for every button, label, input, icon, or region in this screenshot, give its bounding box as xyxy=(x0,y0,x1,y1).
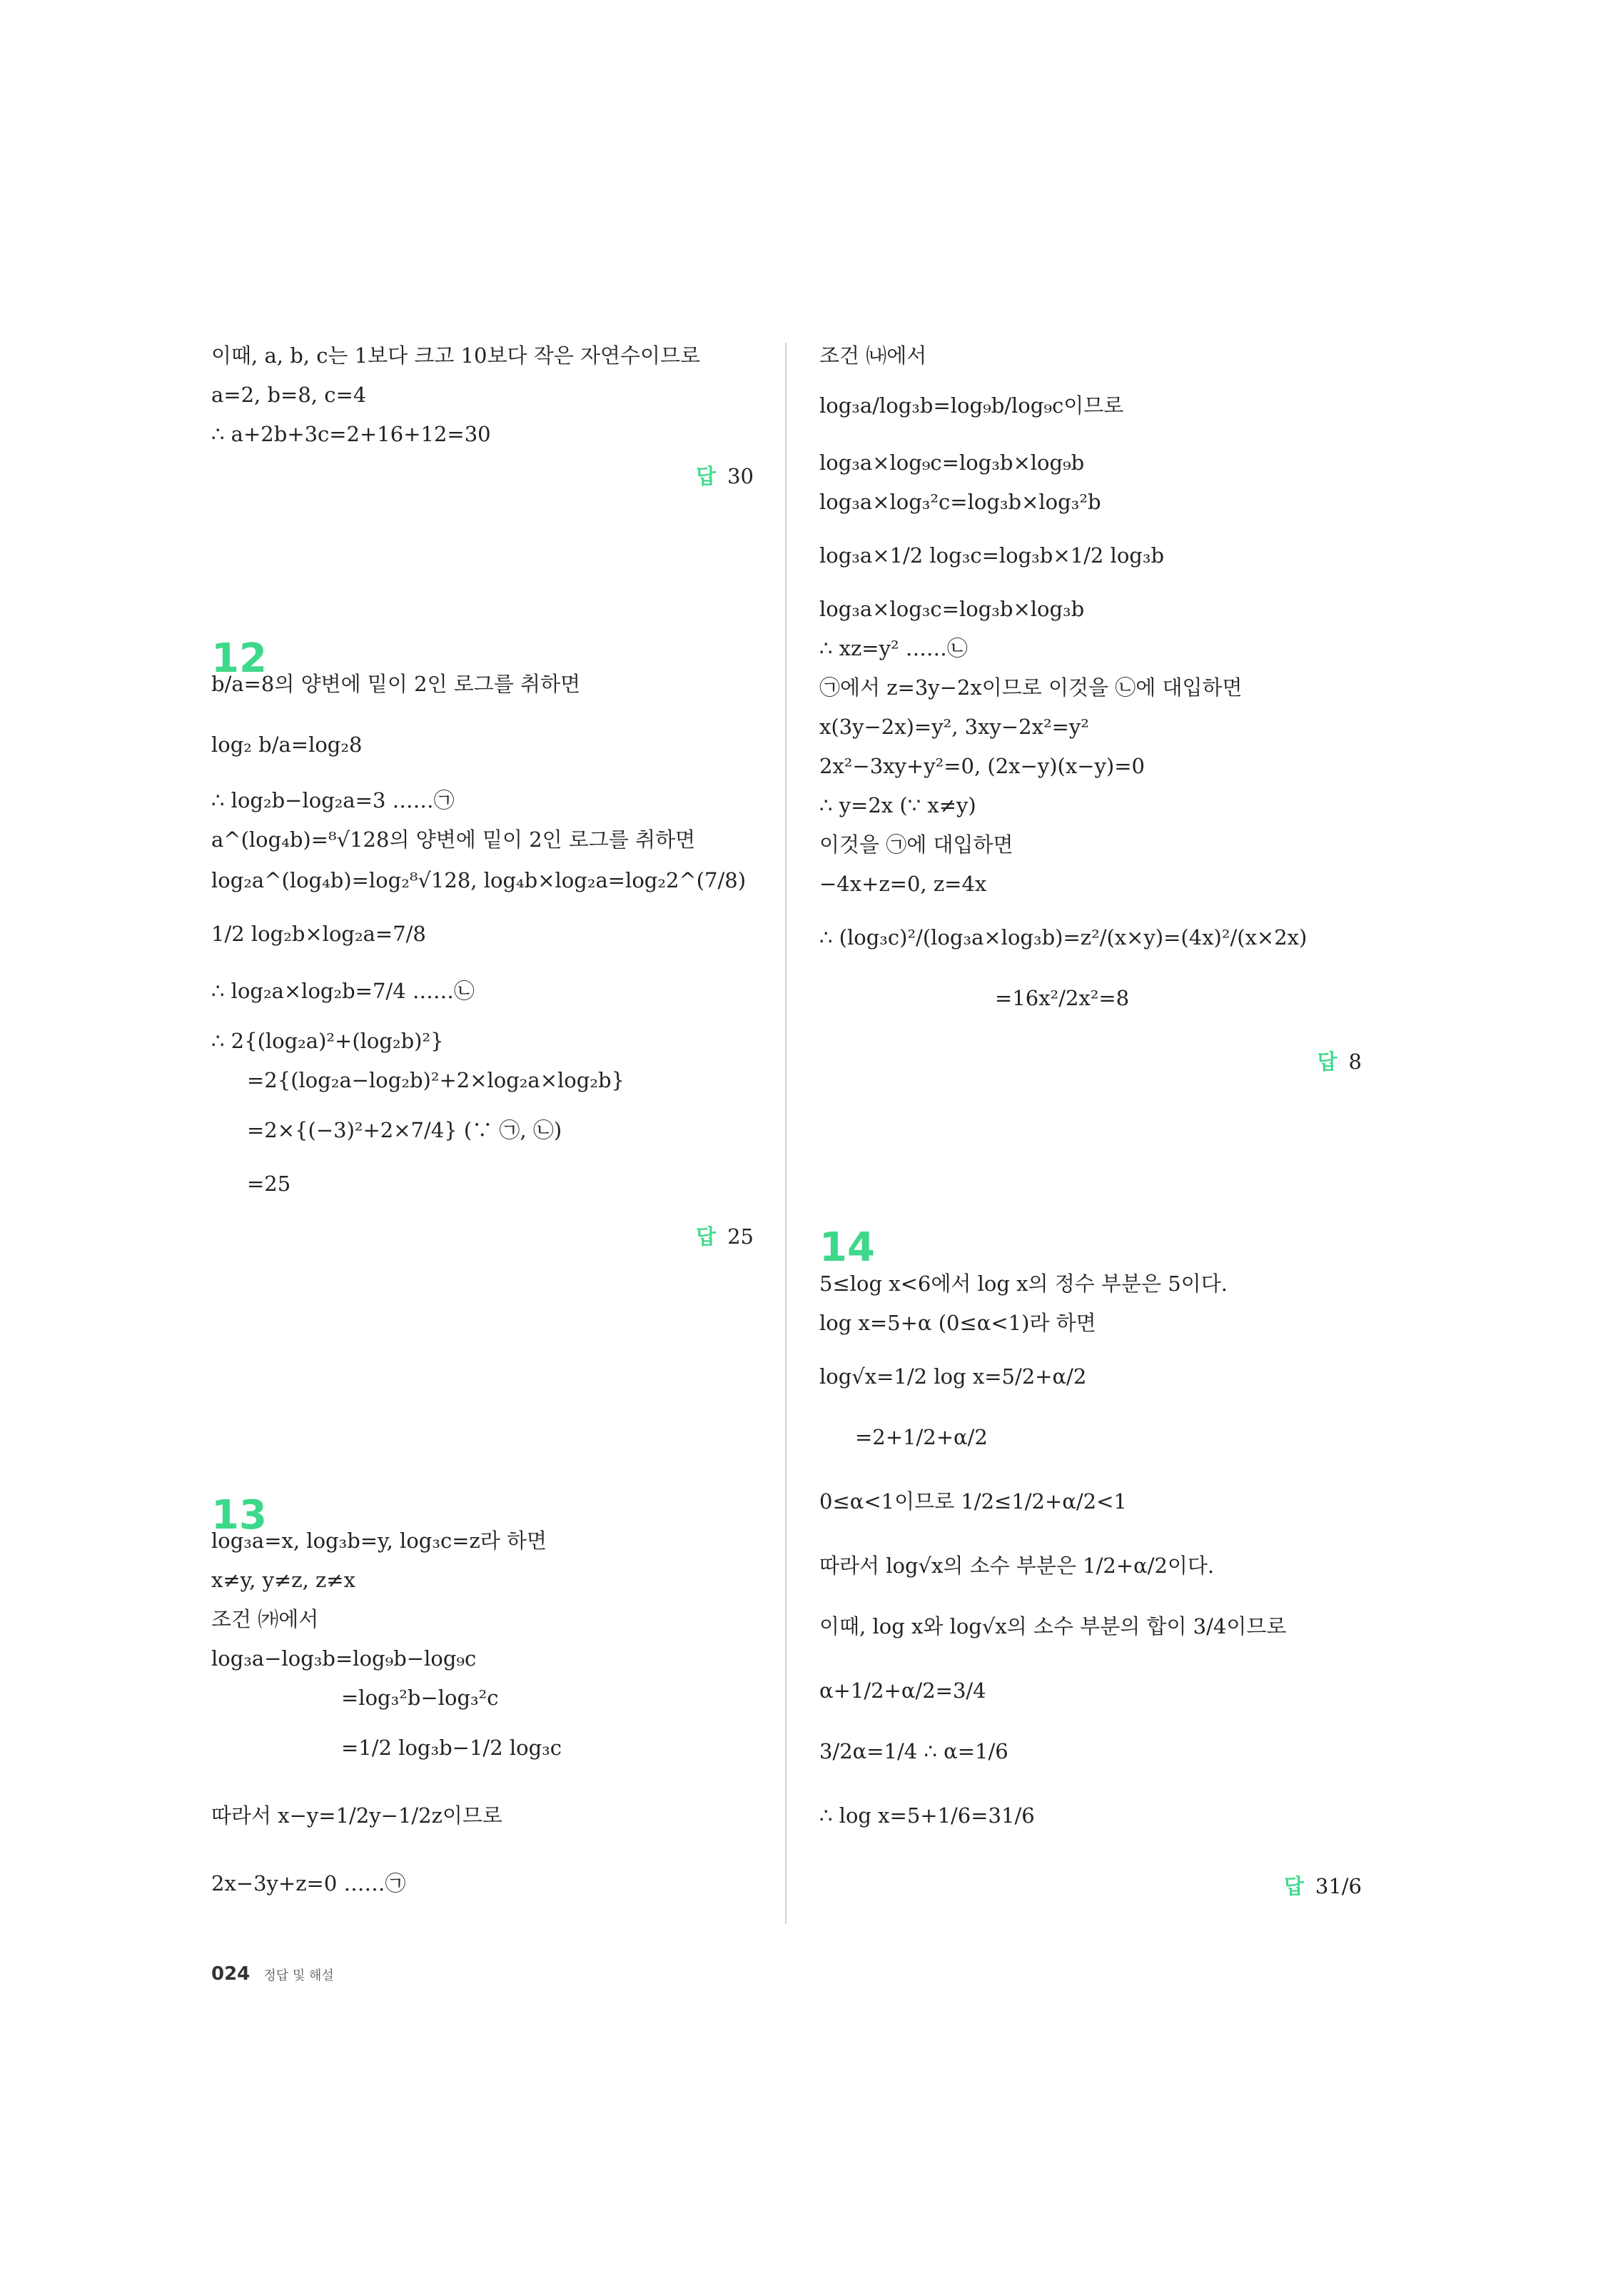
solution-line: ∴ 2{(log₂a)²+(log₂b)²} xyxy=(211,1029,444,1053)
answer-value: 25 xyxy=(727,1224,754,1249)
solution-line: log₃a−log₃b=log₉b−log₉c xyxy=(211,1646,477,1671)
solution-line: α+1/2+α/2=3/4 xyxy=(819,1678,986,1703)
solution-line: 이것을 ㉠에 대입하면 xyxy=(819,832,1013,857)
page-footer xyxy=(211,1963,334,1985)
solution-line: =25 xyxy=(247,1172,291,1196)
solution-line: 1/2 log₂b×log₂a=7/8 xyxy=(211,922,426,946)
answer-value: 31/6 xyxy=(1315,1874,1362,1898)
answer-label: 답 xyxy=(1317,1049,1338,1074)
answer xyxy=(696,1221,754,1250)
answer-label: 답 xyxy=(1283,1874,1304,1898)
solution-line: ∴ a+2b+3c=2+16+12=30 xyxy=(211,422,491,446)
solution-line: log₂ b/a=log₂8 xyxy=(211,732,363,757)
page-number: 024 xyxy=(211,1963,251,1985)
solution-line: log₃a=x, log₃b=y, log₃c=z라 하면 xyxy=(211,1529,547,1553)
solution-line: log₃a×log₉c=log₃b×log₉b xyxy=(819,450,1085,475)
solution-line: a=2, b=8, c=4 xyxy=(211,383,367,407)
solution-line: 조건 ㈏에서 xyxy=(819,343,927,368)
solution-line: 2x−3y+z=0 ……㉠ xyxy=(211,1871,406,1895)
solution-line: ㉠에서 z=3y−2x이므로 이것을 ㉡에 대입하면 xyxy=(819,675,1243,700)
solution-line: 이때, a, b, c는 1보다 크고 10보다 작은 자연수이므로 xyxy=(211,343,701,368)
solution-line: =2+1/2+α/2 xyxy=(855,1425,988,1449)
solution-line: a^(log₄b)=⁸√128의 양변에 밑이 2인 로그를 취하면 xyxy=(211,827,696,852)
solution-line: =1/2 log₃b−1/2 log₃c xyxy=(341,1736,562,1760)
solution-line: =16x²/2x²=8 xyxy=(995,986,1130,1010)
answer xyxy=(1318,1046,1362,1075)
solution-line: −4x+z=0, z=4x xyxy=(819,872,987,896)
solution-line: =log₃²b−log₃²c xyxy=(341,1686,499,1710)
solution-line: log√x=1/2 log x=5/2+α/2 xyxy=(819,1364,1087,1389)
solution-line: =2{(log₂a−log₂b)²+2×log₂a×log₂b} xyxy=(247,1068,625,1092)
answer-label: 답 xyxy=(696,464,717,488)
answer xyxy=(696,460,754,490)
solution-line: 이때, log x와 log√x의 소수 부분의 합이 3/4이므로 xyxy=(819,1614,1287,1638)
section-title: 정답 및 해설 xyxy=(263,1968,334,1983)
solution-line: log₃a×log₃²c=log₃b×log₃²b xyxy=(819,490,1101,514)
solution-line: x(3y−2x)=y², 3xy−2x²=y² xyxy=(819,715,1089,739)
solution-line: 3/2α=1/4 ∴ α=1/6 xyxy=(819,1739,1008,1763)
solution-line: b/a=8의 양변에 밑이 2인 로그를 취하면 xyxy=(211,672,581,696)
problem-number: 14 xyxy=(819,1224,875,1271)
solution-line: =2×{(−3)²+2×7/4} (∵ ㉠, ㉡) xyxy=(247,1118,562,1142)
solution-line: log₃a/log₃b=log₉b/log₉c이므로 xyxy=(819,393,1124,418)
answer xyxy=(1284,1870,1362,1900)
solution-line: ∴ xz=y² ……㉡ xyxy=(819,636,968,660)
solution-line: ∴ log₂a×log₂b=7/4 ……㉡ xyxy=(211,979,475,1003)
answer-value: 30 xyxy=(727,464,754,488)
solution-line: log₃a×log₃c=log₃b×log₃b xyxy=(819,597,1085,621)
solution-line: log x=5+α (0≤α<1)라 하면 xyxy=(819,1311,1096,1335)
solution-line: log₃a×1/2 log₃c=log₃b×1/2 log₃b xyxy=(819,543,1165,568)
solution-line: 따라서 x−y=1/2y−1/2z이므로 xyxy=(211,1803,502,1828)
column-divider xyxy=(785,343,787,1924)
solution-line: ∴ y=2x (∵ x≠y) xyxy=(819,793,976,817)
solution-line: 따라서 log√x의 소수 부분은 1/2+α/2이다. xyxy=(819,1554,1215,1578)
problem-number: 13 xyxy=(211,1492,267,1539)
solution-line: log₂a^(log₄b)=log₂⁸√128, log₄b×log₂a=log₂2^(7/8) xyxy=(211,868,747,892)
problem-number: 12 xyxy=(211,635,267,682)
solution-line: 2x²−3xy+y²=0, (2x−y)(x−y)=0 xyxy=(819,754,1145,778)
solution-line: 0≤α<1이므로 1/2≤1/2+α/2<1 xyxy=(819,1489,1127,1514)
solution-line: ∴ (log₃c)²/(log₃a×log₃b)=z²/(x×y)=(4x)²/(x×2x) xyxy=(819,925,1308,950)
solution-line: 조건 ㈎에서 xyxy=(211,1607,319,1631)
solution-line: ∴ log x=5+1/6=31/6 xyxy=(819,1803,1035,1828)
answer-label: 답 xyxy=(696,1224,717,1249)
solution-line: 5≤log x<6에서 log x의 정수 부분은 5이다. xyxy=(819,1272,1228,1296)
answer-value: 8 xyxy=(1348,1049,1362,1074)
solution-line: ∴ log₂b−log₂a=3 ……㉠ xyxy=(211,788,455,812)
solution-line: x≠y, y≠z, z≠x xyxy=(211,1568,355,1592)
